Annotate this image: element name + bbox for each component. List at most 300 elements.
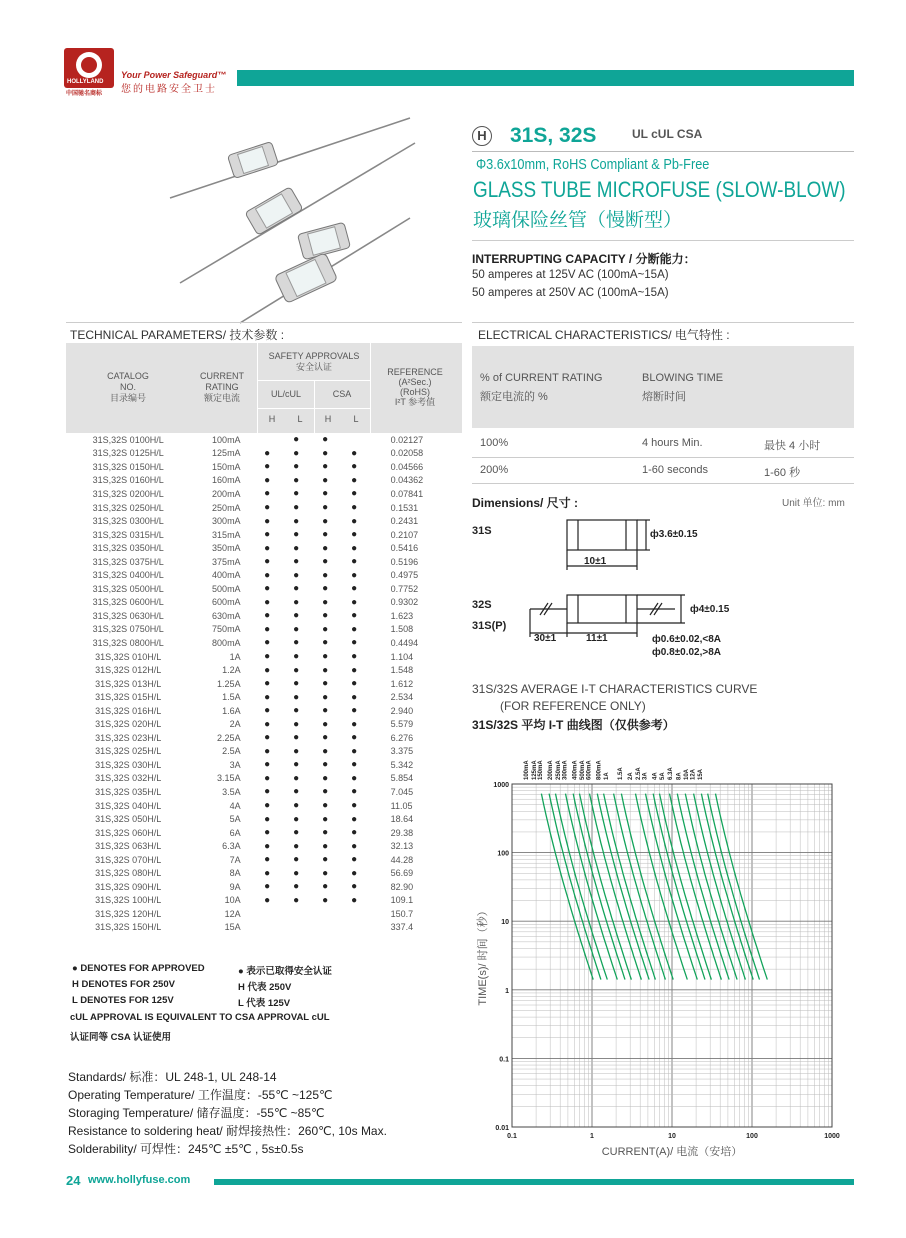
ul-h [253,921,282,935]
legend-l-cn: L 代表 125V [238,998,291,1009]
csa-l: ● [351,827,358,839]
dim-len-11: 11±1 [586,633,608,644]
catalog-no: 31S,32S 0800H/L [92,637,164,648]
ul-h: ● [264,881,271,893]
ul-l: ● [293,827,300,839]
table-row [66,758,462,772]
x-tick-label: 1000 [824,1133,840,1140]
table-row [66,799,462,813]
reference-i2t: 6.276 [390,732,414,743]
reference-i2t: 0.04566 [390,461,424,472]
csa-h: ● [322,651,329,663]
current-rating: 3.5A [222,786,241,797]
elec-top-rule [472,322,854,323]
table-row [66,433,462,447]
ul-h: ● [264,772,271,784]
catalog-no: 31S,32S 020H/L [95,719,162,730]
ul-l: ● [293,881,300,893]
catalog-no: 31S,32S 050H/L [95,814,162,825]
current-rating: 350mA [212,543,241,554]
csa-h: ● [322,488,329,500]
current-rating: 6.3A [222,841,241,852]
interrupting-line-2: 50 amperes at 250V AC (100mA~15A) [472,287,669,299]
series-label: 400mA [572,760,579,780]
series-label: 1.5A [618,767,625,780]
catalog-no: 31S,32S 0315H/L [92,529,164,540]
csa-l: ● [351,651,358,663]
ul-h: ● [264,732,271,744]
series-label: 5A [660,772,666,780]
y-tick-label: 0.01 [495,1125,509,1132]
elec-row-rule [472,483,854,484]
table-row [66,501,462,515]
catalog-no: 31S,32S 035H/L [95,786,162,797]
ul-l: ● [293,813,300,825]
catalog-no: 31S,32S 070H/L [95,854,162,865]
table-row [66,785,462,799]
reference-i2t: 1.104 [390,651,414,662]
current-rating: 5A [229,814,241,825]
current-rating: 10A [224,895,241,906]
csa-h: ● [322,867,329,879]
csa-h: ● [322,881,329,893]
csa-l: ● [351,583,358,595]
ul-h: ● [264,678,271,690]
ul-h: ● [264,827,271,839]
current-rating: 200mA [212,488,241,499]
csa-h: ● [322,461,329,473]
table-row [66,867,462,881]
series-label: 6.3A [668,767,674,780]
ul-h: ● [264,718,271,730]
table-row [66,690,462,704]
csa-h: ● [322,840,329,852]
ul-h: ● [264,840,271,852]
series-label: 2.5A [635,767,642,780]
current-rating: 12A [224,908,241,919]
csa-l [340,907,369,921]
csa-h: ● [322,732,329,744]
reference-i2t: 0.5196 [390,556,419,567]
series-label: 800mA [596,760,603,780]
table-row [66,894,462,908]
reference-i2t: 3.375 [390,746,414,757]
tagline-cn: 您的电路安全卫士 [121,84,217,95]
csa-l: ● [351,854,358,866]
catalog-no: 31S,32S 0375H/L [92,556,164,567]
catalog-no: 31S,32S 0100H/L [92,434,164,445]
hdr-divider [370,343,371,433]
reference-i2t: 0.4494 [390,637,419,648]
ul-h: ● [264,502,271,513]
reference-i2t: 0.4975 [390,570,419,581]
dim-lead-dia-1: ф0.6±0.02,<8A [652,634,722,645]
table-row [66,528,462,542]
curve-10A [701,794,753,980]
elec-hdr-time: BLOWING TIME [642,372,724,384]
hdr-csa: CSA [332,389,352,399]
elec-row1-time-cn: 最快 4 小时 [764,440,821,452]
catalog-no: 31S,32S 0500H/L [92,583,164,594]
hdr-safety: SAFETY APPROVALS 安全认证 [268,351,360,372]
csa-l [340,433,369,447]
reference-i2t: 18.64 [390,814,414,825]
csa-l: ● [351,718,358,730]
ul-h: ● [264,759,271,771]
hdr-csa-l: L [353,414,359,424]
csa-h [311,907,340,921]
catalog-no: 31S,32S 060H/L [95,827,162,838]
table-row [66,880,462,894]
catalog-no: 31S,32S 023H/L [95,732,162,743]
series-label: 8A [676,772,683,780]
reference-i2t: 7.045 [390,786,414,797]
ul-h: ● [264,854,271,866]
fuse-1 [227,141,278,178]
ul-l: ● [293,623,300,635]
reference-i2t: 29.38 [390,827,414,838]
reference-i2t: 109.1 [390,895,414,906]
elec-row2-time-cn: 1-60 秒 [764,467,801,479]
csa-h: ● [322,515,329,527]
csa-l: ● [351,745,358,757]
fuse-product-photo [160,108,420,328]
ul-h: ● [264,867,271,879]
current-rating: 800mA [212,637,241,648]
curve-300mA [580,794,632,980]
legend-cul-cn: 认证同等 CSA 认证使用 [70,1032,171,1043]
ul-h: ● [264,596,271,608]
catalog-no: 31S,32S 0630H/L [92,610,164,621]
ul-l [282,907,311,921]
hdr-ul-h: H [268,414,276,424]
ul-h: ● [264,474,271,486]
catalog-no: 31S,32S 040H/L [95,800,162,811]
csa-l: ● [351,502,358,513]
legend-approved-cn: ● 表示已取得安全认证 [238,966,332,977]
product-title-en: GLASS TUBE MICROFUSE (SLOW-BLOW) [473,177,846,202]
csa-h: ● [322,447,329,459]
reference-i2t: 1.612 [390,678,414,689]
table-row [66,704,462,718]
elec-heading: ELECTRICAL CHARACTERISTICS/ 电气特性 : [478,328,730,342]
reference-i2t: 0.7752 [390,583,419,594]
series-label: 100mA [524,760,531,780]
title-divider [472,240,854,241]
reference-i2t: 56.69 [390,868,414,879]
hdr-reference: REFERENCE (A²Sec.) (RoHS) I²T 参考值 [387,367,443,407]
csa-l: ● [351,569,358,581]
csa-l: ● [351,664,358,676]
series-label: 200mA [548,760,555,780]
ul-h [253,907,282,921]
reference-i2t: 0.1531 [390,502,419,513]
logo-inner [81,57,97,73]
csa-l: ● [351,447,358,459]
current-rating: 150mA [212,461,241,472]
catalog-no: 31S,32S 120H/L [95,908,162,919]
ul-h: ● [264,488,271,500]
reference-i2t: 1.508 [390,624,414,635]
ul-l: ● [293,610,300,622]
current-rating: 1A [229,651,241,662]
csa-l: ● [351,705,358,717]
ul-h: ● [264,651,271,663]
legend-h-cn: H 代表 250V [238,982,292,993]
csa-l: ● [351,881,358,893]
ul-h: ● [264,800,271,812]
csa-l: ● [351,894,358,906]
ul-h: ● [264,813,271,825]
soldering-heat-line: Resistance to soldering heat/ 耐焊接热性：260℃, 10s Max. [68,1124,387,1138]
ul-l: ● [293,894,300,906]
dim-lead-dia-2: ф0.8±0.02,>8A [652,647,722,658]
table-row [66,596,462,610]
ul-l: ● [293,732,300,744]
current-rating: 160mA [212,475,241,486]
website-link[interactable]: www.hollyfuse.com [88,1174,191,1186]
reference-i2t: 0.2107 [390,529,419,540]
curve-1.5A [636,794,688,980]
curve-2A [646,794,698,980]
dim-label-31s: 31S [472,525,492,537]
csa-h: ● [322,691,329,703]
series-label: 1A [604,772,611,780]
reference-i2t: 0.5416 [390,543,419,554]
current-rating: 6A [229,827,241,838]
current-rating: 2A [229,719,241,730]
ul-l: ● [293,556,300,568]
y-tick-label: 1 [505,987,509,995]
ul-l: ● [293,637,300,649]
current-rating: 7A [229,854,241,865]
current-rating: 1.6A [222,705,241,716]
catalog-no: 31S,32S 0150H/L [92,461,164,472]
series-label: 600mA [586,760,593,780]
series-label: 15A [698,768,705,780]
csa-h: ● [322,854,329,866]
series-label: 12A [690,768,697,780]
csa-l: ● [351,461,358,473]
ul-l: ● [293,583,300,595]
ul-h: ● [264,705,271,717]
ul-h: ● [264,664,271,676]
hdr-divider [258,408,370,409]
current-rating: 500mA [212,583,241,594]
current-rating: 250mA [212,502,241,513]
catalog-no: 31S,32S 0125H/L [92,448,164,459]
current-rating: 600mA [212,597,241,608]
legend-l-en: L DENOTES FOR 125V [72,995,174,1006]
ul-h: ● [264,786,271,798]
ul-h: ● [264,637,271,649]
catalog-no: 31S,32S 0750H/L [92,624,164,635]
it-characteristics-chart [470,742,854,1162]
csa-h: ● [322,718,329,730]
ul-l: ● [293,786,300,798]
table-row [66,609,462,623]
ul-h: ● [264,894,271,906]
series-label: 250mA [555,760,562,780]
csa-h: ● [322,786,329,798]
ul-l: ● [293,772,300,784]
holly-h-mark: H [472,126,492,146]
current-rating: 125mA [212,448,241,459]
hdr-divider [314,380,315,433]
current-rating: 375mA [212,556,241,567]
curve-2.5A [653,794,705,980]
csa-l: ● [351,691,358,703]
csa-h: ● [322,556,329,568]
cert-marks: UL cUL CSA [632,127,703,141]
catalog-no: 31S,32S 0600H/L [92,597,164,608]
ul-l: ● [293,502,300,513]
unit-note: Unit 单位: mm [782,498,845,509]
catalog-no: 31S,32S 0400H/L [92,570,164,581]
table-row [66,745,462,759]
csa-l: ● [351,772,358,784]
series-label: 4A [652,772,659,780]
csa-l: ● [351,488,358,500]
csa-h: ● [322,894,329,906]
x-tick-label: 100 [746,1133,758,1140]
csa-h: ● [322,502,329,513]
reference-i2t: 44.28 [390,854,414,865]
ul-l: ● [293,434,300,446]
csa-h: ● [322,637,329,649]
series-label: 300mA [562,760,569,780]
ul-l: ● [293,529,300,541]
x-axis-label: CURRENT(A)/ 电流（安培） [601,1146,743,1158]
company-logo [64,48,114,88]
ul-h: ● [264,529,271,541]
csa-l: ● [351,610,358,622]
csa-h: ● [322,664,329,676]
dim-lead-30: 30±1 [534,633,557,644]
ul-l: ● [293,447,300,459]
current-rating: 9A [229,881,241,892]
curve-600mA [604,794,656,980]
ul-l: ● [293,800,300,812]
current-rating: 1.5A [222,692,241,703]
ul-l: ● [293,718,300,730]
series-label: 150mA [538,760,545,780]
curve-125mA [549,794,601,980]
elec-hdr-rating-cn: 额定电流的 % [480,391,548,403]
current-rating: 750mA [212,624,241,635]
elec-header-block [472,346,854,428]
reference-i2t: 150.7 [390,908,414,919]
catalog-no: 31S,32S 032H/L [95,773,162,784]
current-rating: 3A [229,759,241,770]
standards-line: Standards/ 标准：UL 248-1, UL 248-14 [68,1070,277,1084]
csa-h: ● [322,596,329,608]
ul-h: ● [264,610,271,622]
elec-hdr-rating: % of CURRENT RATING [480,372,603,384]
table-row [66,907,462,921]
y-tick-label: 100 [497,850,509,858]
reference-i2t: 0.07841 [390,488,424,499]
current-rating: 1.2A [222,665,241,676]
current-rating: 315mA [212,529,241,540]
catalog-no: 31S,32S 090H/L [95,881,162,892]
csa-h: ● [322,542,329,554]
y-tick-label: 10 [501,919,509,927]
catalog-no: 31S,32S 0350H/L [92,543,164,554]
hdr-csa-h: H [324,414,332,424]
dim-dia-4: ф4±0.15 [690,604,730,615]
ul-h: ● [264,542,271,554]
catalog-no: 31S,32S 015H/L [95,692,162,703]
series-label: 3A [642,772,649,780]
ul-l: ● [293,854,300,866]
table-row [66,582,462,596]
table-row [66,812,462,826]
table-row [66,447,462,461]
elec-hdr-time-cn: 熔断时间 [642,391,686,403]
legend-cul-en: cUL APPROVAL IS EQUIVALENT TO CSA APPROVAL cUL [70,1012,330,1023]
reference-i2t: 2.940 [390,705,414,716]
ul-l: ● [293,840,300,852]
table-row [66,555,462,569]
csa-l: ● [351,474,358,486]
elec-row-rule [472,457,854,458]
ul-h: ● [264,556,271,568]
csa-l: ● [351,623,358,635]
csa-h: ● [322,745,329,757]
catalog-no: 31S,32S 016H/L [95,705,162,716]
csa-l: ● [351,678,358,690]
ul-h: ● [264,745,271,757]
table-row [66,826,462,840]
csa-h: ● [322,569,329,581]
hdr-current-rating: CURRENT RATING 额定电流 [200,371,244,403]
current-rating: 300mA [212,516,241,527]
spec-line: Φ3.6x10mm, RoHS Compliant & Pb-Free [476,156,710,173]
solderability-line: Solderability/ 可焊性：245℃ ±5℃ , 5s±0.5s [68,1142,304,1156]
reference-i2t: 0.9302 [390,597,419,608]
ul-h: ● [264,515,271,527]
csa-l: ● [351,867,358,879]
csa-l: ● [351,529,358,541]
y-tick-label: 1000 [493,782,509,789]
csa-h: ● [322,772,329,784]
reference-i2t: 5.342 [390,759,414,770]
catalog-no: 31S,32S 080H/L [95,868,162,879]
reference-i2t: 337.4 [390,922,414,933]
catalog-no: 31S,32S 150H/L [95,922,162,933]
curve-title-en-1: 31S/32S AVERAGE I-T CHARACTERISTICS CURVE [472,682,758,696]
ul-l: ● [293,745,300,757]
table-row [66,487,462,501]
current-rating: 2.25A [217,732,241,743]
current-rating: 100mA [212,434,241,445]
csa-h: ● [322,813,329,825]
logo-caption: 中国驰名商标 [66,91,103,97]
ul-h: ● [264,569,271,581]
tech-heading: TECHNICAL PARAMETERS/ 技术参数 : [70,328,285,342]
x-tick-label: 10 [668,1133,676,1140]
catalog-no: 31S,32S 025H/L [95,746,162,757]
csa-h: ● [322,800,329,812]
ul-l: ● [293,867,300,879]
ul-l: ● [293,596,300,608]
page-number: 24 [66,1173,81,1188]
reference-i2t: 1.623 [390,610,414,621]
current-rating: 2.5A [222,746,241,757]
dim-dia-36: ф3.6±0.15 [650,529,698,540]
csa-l [340,921,369,935]
